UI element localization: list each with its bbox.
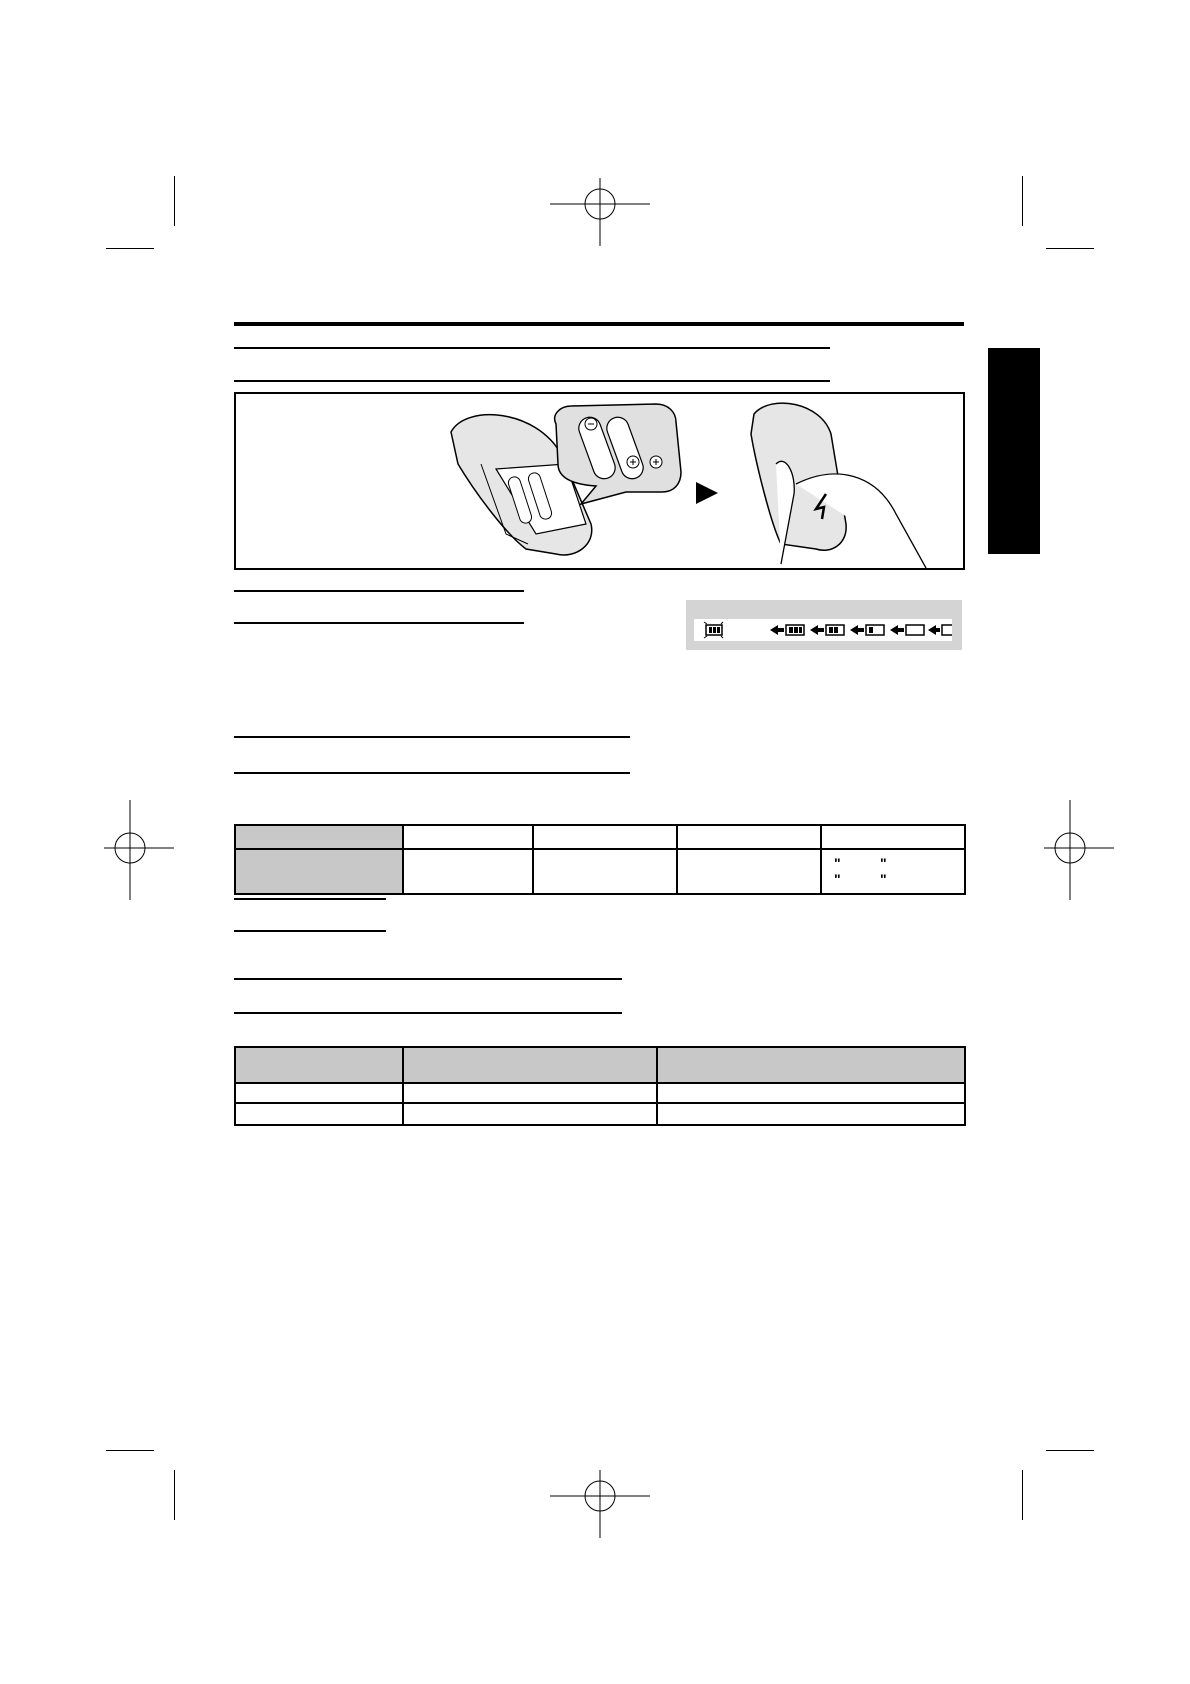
- battery-strength-panel: [686, 600, 962, 650]
- subheading-rule-2: [234, 380, 830, 382]
- table-row: [235, 825, 965, 849]
- table-cell: [235, 1083, 403, 1103]
- section-heading-rule: [234, 322, 964, 326]
- battery-level-sequence: [694, 619, 952, 641]
- battery-low-icon: [890, 625, 924, 635]
- battery-operation-table: [234, 824, 966, 895]
- battery-installation-illustration: [234, 392, 965, 570]
- subheading-rule-8: [234, 930, 386, 932]
- next-step-arrow-icon: [696, 482, 718, 504]
- svg-text:": ": [880, 871, 887, 887]
- table-cell: [657, 1083, 965, 1103]
- registration-target-left: [104, 800, 174, 900]
- table-cell: [533, 825, 677, 849]
- registration-target-top: [550, 178, 650, 248]
- table-header-cell: [403, 1047, 657, 1083]
- table-row: [235, 1103, 965, 1125]
- registration-target-right: [1044, 800, 1114, 900]
- table-cell: [821, 849, 965, 894]
- table-cell: [533, 849, 677, 894]
- subheading-rule-9: [234, 978, 622, 980]
- table-cell: [657, 1103, 965, 1125]
- subheading-rule-1: [234, 347, 830, 349]
- subheading-rule-7: [234, 898, 386, 900]
- battery-charging-icon: [704, 622, 723, 638]
- subheading-rule-3: [234, 590, 524, 592]
- table-header-cell: [657, 1047, 965, 1083]
- battery-strength-strip: [694, 619, 952, 641]
- battery-life-table: [234, 1046, 966, 1126]
- subheading-rule-5: [234, 736, 630, 738]
- subheading-rule-6: [234, 772, 630, 774]
- table-cell: [403, 825, 533, 849]
- table-cell: [403, 1083, 657, 1103]
- table-cell: [821, 825, 965, 849]
- registration-target-bottom: [550, 1470, 650, 1540]
- subheading-rule-4: [234, 622, 524, 624]
- handset-closing-icon: [751, 403, 926, 568]
- table-header-row: [235, 1047, 965, 1083]
- table-row: [235, 849, 965, 894]
- table-row: [235, 1083, 965, 1103]
- table-cell: [677, 849, 821, 894]
- table-cell: [403, 1103, 657, 1125]
- battery-full-icon: [770, 625, 804, 635]
- svg-text:": ": [834, 855, 841, 871]
- svg-text:": ": [880, 855, 887, 871]
- battery-two-thirds-icon: [810, 625, 844, 635]
- battery-one-third-icon: [850, 625, 884, 635]
- table-cell: [403, 849, 533, 894]
- handset-battery-drawing: [236, 394, 963, 568]
- svg-text:": ": [834, 871, 841, 887]
- subheading-rule-10: [234, 1012, 622, 1014]
- table-header-cell: [235, 1047, 403, 1083]
- section-side-tab: [988, 348, 1040, 554]
- table-cell: [235, 1103, 403, 1125]
- table-cell: [677, 825, 821, 849]
- battery-empty-icon: [928, 625, 952, 635]
- table-header-cell: [235, 849, 403, 894]
- table-header-cell: [235, 825, 403, 849]
- quote-marks-icon: [822, 850, 922, 888]
